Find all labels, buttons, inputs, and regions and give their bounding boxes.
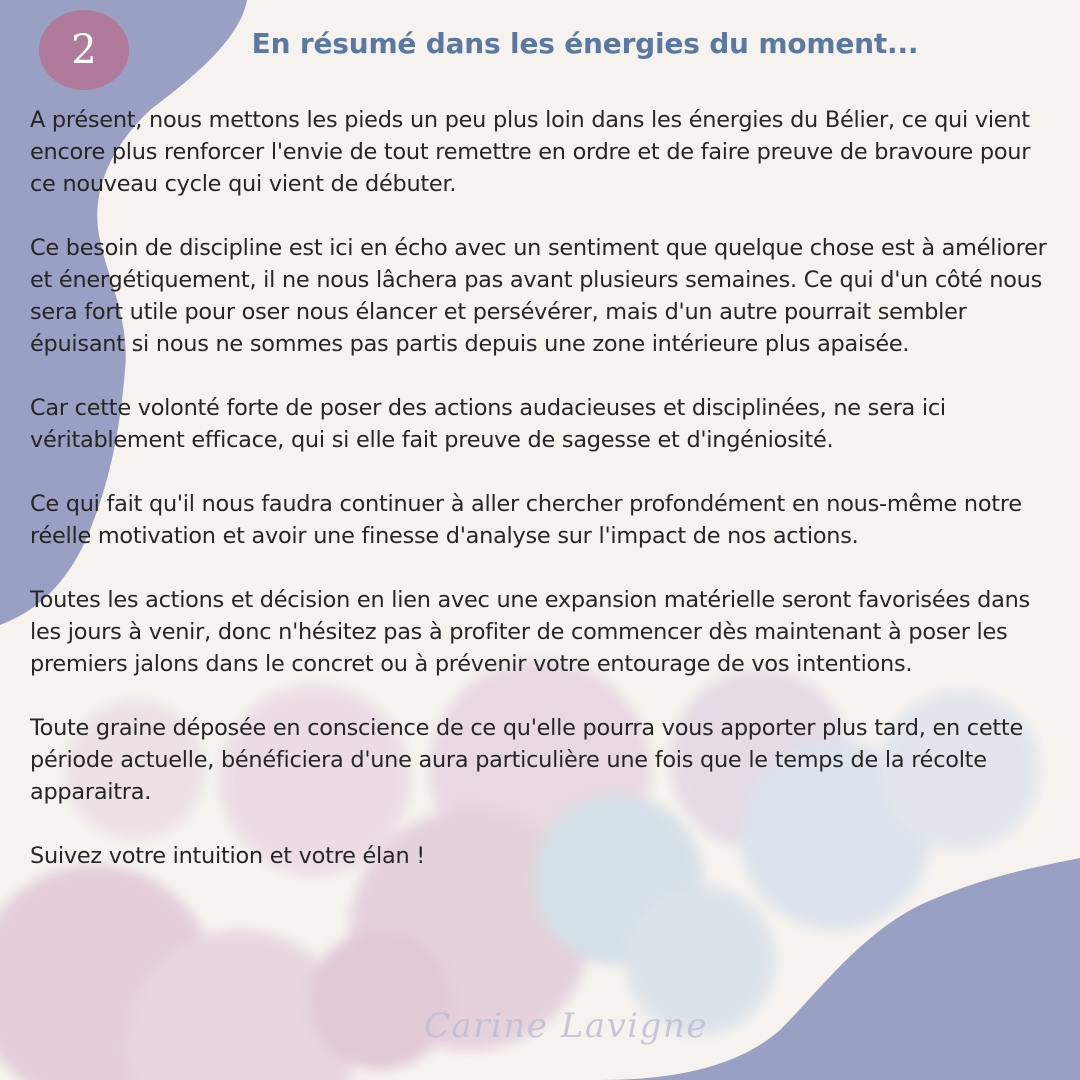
paragraph: Car cette volonté forte de poser des actions audacieuses et disciplinées, ne sera ici véritablement efficace, qui si elle fait preuve de sagesse et d'ingéniosité. bbox=[30, 395, 946, 453]
paragraph: Suivez votre intuition et votre élan ! bbox=[30, 843, 425, 869]
page-title: En résumé dans les énergies du moment... bbox=[251, 27, 919, 60]
paragraph: Ce qui fait qu'il nous faudra continuer à aller chercher profondément en nous-même notre réelle motivation et avoir une finesse d'analyse sur l'impact de nos actions. bbox=[30, 491, 1022, 549]
paragraph: Toute graine déposée en conscience de ce qu'elle pourra vous apporter plus tard, en cette période actuelle, bénéficiera d'une aura particulière une fois que le temps de la récolte apparaitra. bbox=[30, 715, 1023, 805]
author-signature: Carine Lavigne bbox=[424, 1006, 708, 1046]
paragraph: A présent, nous mettons les pieds un peu plus loin dans les énergies du Bélier, ce qui vient encore plus renforcer l'envie de tout remettre en ordre et de faire preuve de bravoure pour ce nouveau cycle qui vient de débuter. bbox=[30, 107, 1031, 197]
paragraph: Toutes les actions et décision en lien avec une expansion matérielle seront favorisées dans les jours à venir, donc n'hésitez pas à profiter de commencer dès maintenant à poser les premiers jalons dans le concret ou à prévenir votre entourage de vos intentions. bbox=[30, 587, 1030, 677]
page-number-badge: 2 bbox=[39, 10, 129, 90]
paragraph: Ce besoin de discipline est ici en écho avec un sentiment que quelque chose est à améliorer et énergétiquement, il ne nous lâchera pas avant plusieurs semaines. Ce qui d'un côté nous sera fort utile pour oser nous élancer et persévérer, mais d'un autre pourrait sembler épuisant si nous ne sommes pas partis depuis une zone intérieure plus apaisée. bbox=[30, 235, 1047, 357]
body-text bbox=[30, 104, 1055, 904]
